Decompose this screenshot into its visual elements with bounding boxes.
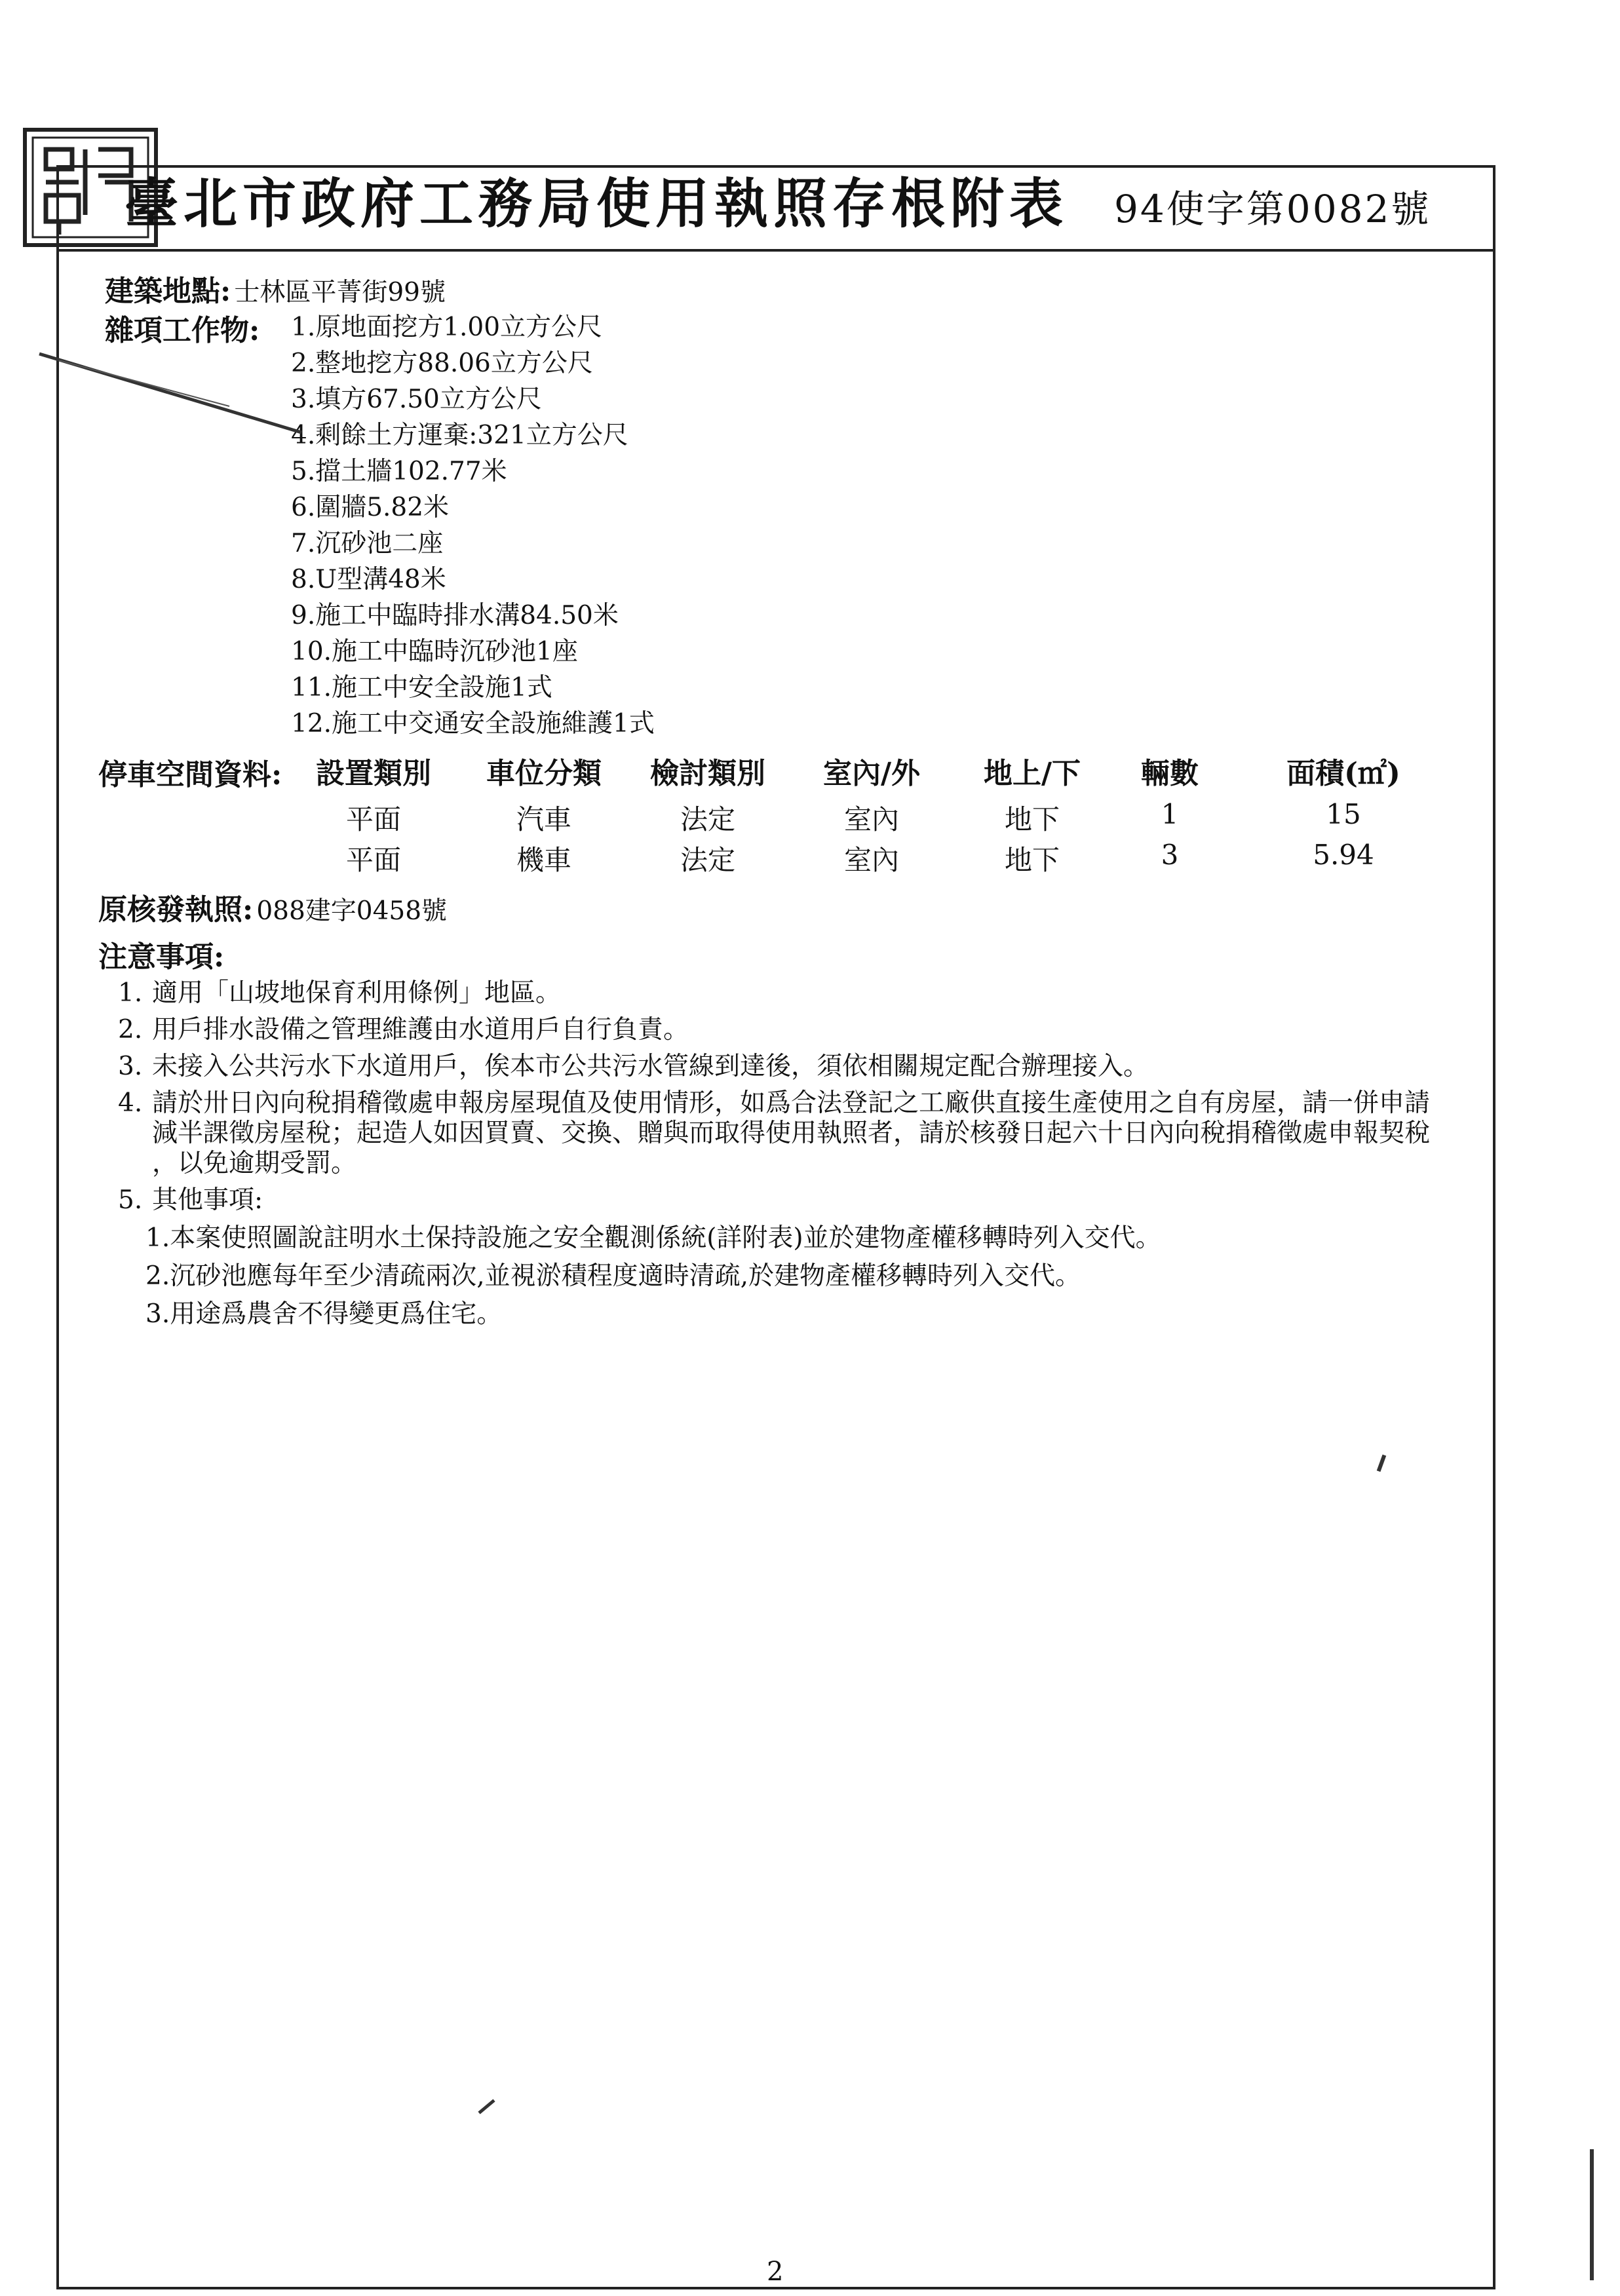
permit-number: 94使字第0082號 bbox=[1114, 187, 1431, 231]
parking-cell: 法定 bbox=[680, 844, 735, 876]
misc-work-item: 4.剩餘土方運棄:321立方公尺 bbox=[291, 421, 628, 450]
note-item: 1. 適用「山坡地保育利用條例」地區。 bbox=[118, 978, 562, 1008]
other-item: 2.沉砂池應每年至少清疏兩次,並視淤積程度適時清疏,於建物產權移轉時列入交代。 bbox=[145, 1261, 1081, 1291]
other-item: 1.本案使照圖說註明水土保持設施之安全觀測係統(詳附表)並於建物產權移轉時列入交代。 bbox=[145, 1223, 1161, 1253]
note-item: 4. 請於卅日內向稅捐稽徵處申報房屋現值及使用情形，如爲合法登記之工廠供直接生產使用之自有房屋，請一併申請 bbox=[118, 1088, 1431, 1118]
scan-edge-mark bbox=[1590, 2149, 1594, 2280]
note-item: 3. 未接入公共污水下水道用戶，俟本市公共污水管線到達後，須依相關規定配合辦理接入。 bbox=[118, 1052, 1149, 1081]
site-row bbox=[105, 267, 446, 309]
site-label: 建築地點: bbox=[105, 275, 231, 308]
misc-work-item: 9.施工中臨時排水溝84.50米 bbox=[291, 601, 619, 630]
page-number: 2 bbox=[767, 2257, 784, 2287]
notes-label: 注意事項: bbox=[98, 940, 225, 974]
parking-header-cell: 車位分類 bbox=[486, 757, 602, 790]
parking-cell: 室內 bbox=[843, 844, 899, 876]
parking-cell: 地下 bbox=[1004, 844, 1060, 876]
note-item: 2. 用戶排水設備之管理維護由水道用戶自行負責。 bbox=[118, 1015, 689, 1044]
misc-work-item: 2.整地挖方88.06立方公尺 bbox=[291, 349, 593, 378]
parking-cell: 地下 bbox=[1004, 803, 1060, 835]
note-item: ，以免逾期受罰。 bbox=[152, 1149, 357, 1178]
site-value: 士林區平菁街99號 bbox=[234, 278, 446, 307]
parking-cell: 室內 bbox=[843, 803, 899, 835]
parking-header-cell: 室內/外 bbox=[822, 757, 921, 790]
misc-work-item: 11.施工中安全設施1式 bbox=[291, 673, 552, 702]
misc-work-item: 12.施工中交通安全設施維護1式 bbox=[291, 709, 655, 738]
parking-cell: 5.94 bbox=[1313, 839, 1374, 871]
original-permit-row bbox=[98, 886, 447, 928]
parking-label: 停車空間資料: bbox=[98, 758, 282, 792]
misc-work-item: 8.U型溝48米 bbox=[291, 565, 446, 594]
original-permit-value: 088建字0458號 bbox=[256, 896, 448, 926]
parking-header-cell: 輛數 bbox=[1141, 757, 1199, 790]
parking-cell: 1 bbox=[1161, 798, 1179, 830]
parking-cell: 機車 bbox=[516, 844, 571, 876]
original-permit-label: 原核發執照: bbox=[98, 893, 254, 927]
misc-work-item: 1.原地面挖方1.00立方公尺 bbox=[291, 313, 603, 342]
misc-work-item: 3.填方67.50立方公尺 bbox=[291, 385, 542, 414]
misc-works-label: 雜項工作物: bbox=[105, 314, 260, 347]
misc-work-item: 5.擋土牆102.77米 bbox=[291, 457, 507, 486]
parking-header-cell: 面積(㎡) bbox=[1286, 757, 1400, 790]
note-item: 減半課徵房屋稅；起造人如因買賣、交換、贈與而取得使用執照者，請於核發日起六十日內向稅捐稽徵處申報契稅 bbox=[152, 1119, 1431, 1148]
parking-cell: 法定 bbox=[680, 803, 735, 835]
note-item: 5. 其他事項: bbox=[118, 1185, 263, 1215]
misc-work-item: 7.沉砂池二座 bbox=[291, 529, 444, 558]
title-divider bbox=[56, 249, 1495, 252]
parking-cell: 汽車 bbox=[516, 803, 571, 835]
parking-cell: 3 bbox=[1161, 839, 1179, 871]
parking-cell: 15 bbox=[1326, 798, 1361, 830]
parking-header-cell: 檢討類別 bbox=[650, 757, 765, 790]
parking-cell: 平面 bbox=[345, 803, 401, 835]
document-title: 臺北市政府工務局使用執照存根附表 bbox=[125, 172, 1069, 235]
parking-cell: 平面 bbox=[345, 844, 401, 876]
parking-header-cell: 地上/下 bbox=[983, 757, 1081, 790]
misc-work-item: 10.施工中臨時沉砂池1座 bbox=[291, 637, 578, 666]
other-item: 3.用途爲農舍不得變更爲住宅。 bbox=[145, 1299, 503, 1329]
misc-work-item: 6.圍牆5.82米 bbox=[291, 493, 450, 522]
scan-streak-icon bbox=[33, 341, 308, 446]
parking-header-cell: 設置類別 bbox=[316, 757, 431, 790]
